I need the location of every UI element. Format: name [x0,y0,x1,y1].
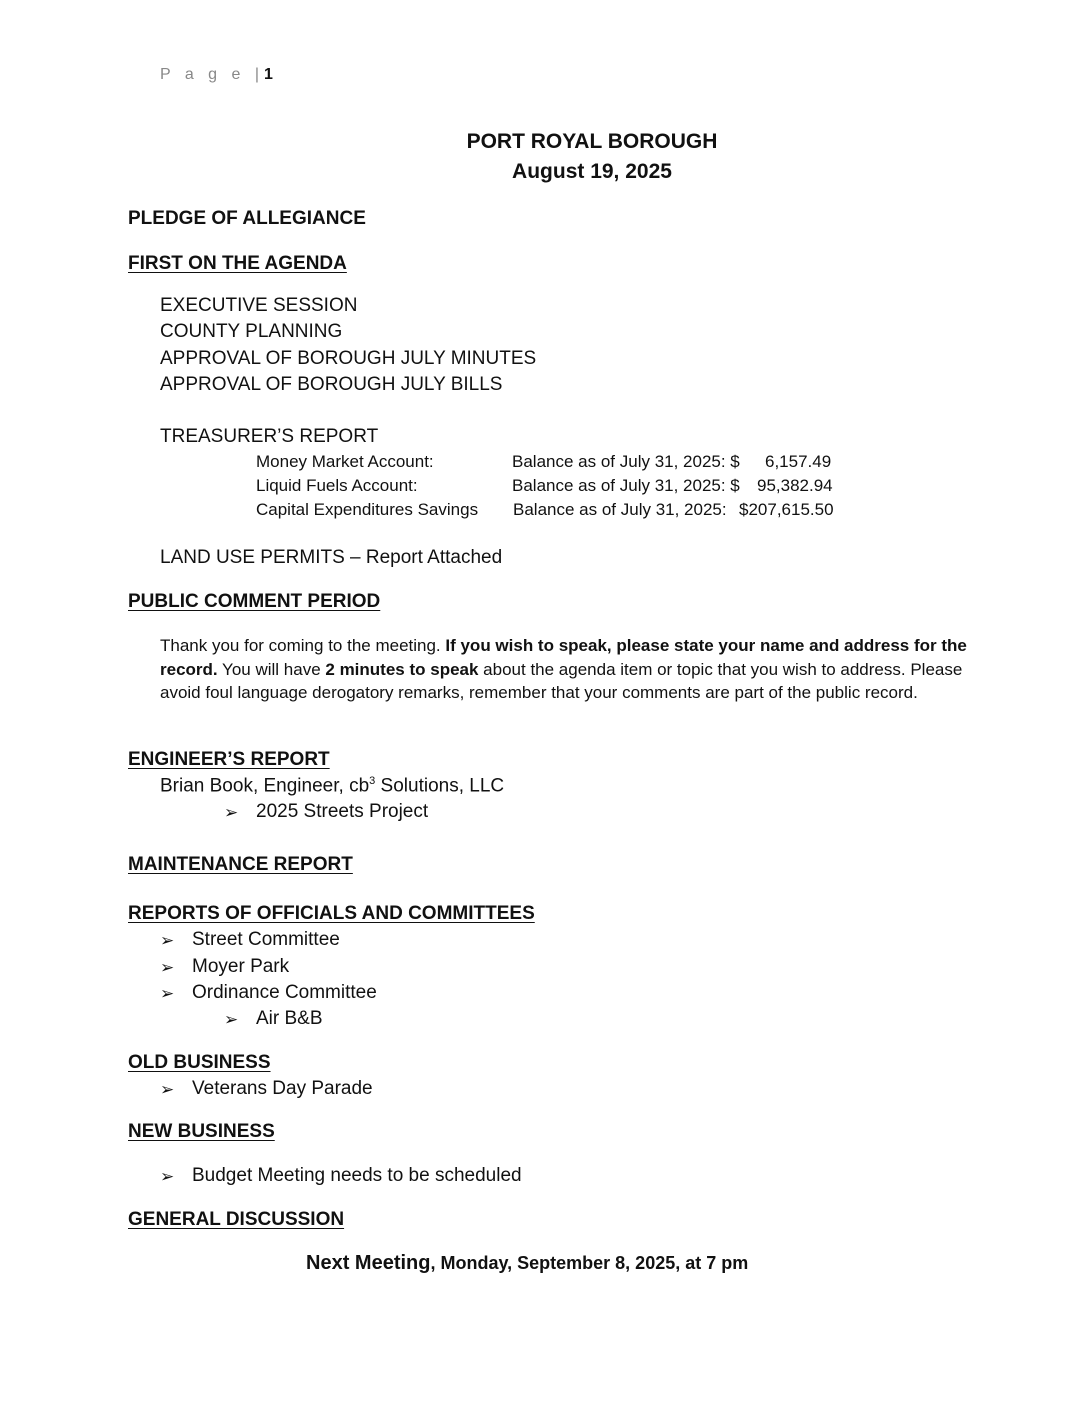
treasurer-title: TREASURER’S REPORT [160,426,379,447]
list-item: Ordinance Committee [192,982,377,1003]
next-meeting-details: , Monday, September 8, 2025, at 7 pm [430,1253,749,1273]
meeting-date: August 19, 2025 [512,160,672,183]
land-use-permits: LAND USE PERMITS – Report Attached [160,547,503,568]
section-first-on-agenda: FIRST ON THE AGENDA [128,253,347,274]
engineer-superscript: 3 [369,775,376,787]
account-name: Money Market Account: [256,452,434,471]
balance-label: Balance as of July 31, 2025: $ [512,452,740,471]
public-comment-text [160,634,970,705]
agenda-item: APPROVAL OF BOROUGH JULY MINUTES [160,348,537,369]
page-number-value: 1 [264,66,273,83]
balance-amount: 6,157.49 [765,452,832,471]
arrow-bullet-icon: ➢ [224,803,239,822]
section-old-business: OLD BUSINESS [128,1052,271,1073]
page-label: P a g e | [160,66,265,83]
list-item: Budget Meeting needs to be scheduled [192,1165,522,1186]
account-name: Capital Expenditures Savings [256,500,479,519]
list-item: 2025 Streets Project [256,801,429,822]
org-title: PORT ROYAL BOROUGH [466,130,718,153]
list-item: Veterans Day Parade [192,1078,373,1099]
agenda-item: APPROVAL OF BOROUGH JULY BILLS [160,374,503,395]
balance-label: Balance as of July 31, 2025: $ [512,476,740,495]
section-pledge: PLEDGE OF ALLEGIANCE [128,208,366,229]
section-new-business: NEW BUSINESS [128,1121,275,1142]
page-number [160,66,273,84]
engineer-name-suffix: Solutions, LLC [375,775,505,797]
next-meeting-lead: Next Meeting [306,1252,431,1274]
balance-label: Balance as of July 31, 2025: [513,500,727,519]
account-name: Liquid Fuels Account: [256,476,418,495]
list-item: Street Committee [192,929,340,950]
arrow-bullet-icon: ➢ [224,1010,239,1029]
engineer-name [160,775,504,797]
section-officials-reports: REPORTS OF OFFICIALS AND COMMITTEES [128,903,535,924]
comment-text-1: Thank you for coming to the meeting. [160,636,446,655]
section-maintenance-report: MAINTENANCE REPORT [128,854,353,875]
section-engineers-report: ENGINEER’S REPORT [128,749,330,770]
arrow-bullet-icon: ➢ [160,931,175,950]
agenda-item: EXECUTIVE SESSION [160,295,358,316]
balance-amount: 95,382.94 [757,476,833,495]
list-item: Moyer Park [192,956,290,977]
arrow-bullet-icon: ➢ [160,1167,175,1186]
comment-text-2: You will have [217,659,326,679]
agenda-item: COUNTY PLANNING [160,321,343,342]
section-public-comment: PUBLIC COMMENT PERIOD [128,591,381,612]
arrow-bullet-icon: ➢ [160,984,175,1003]
next-meeting [306,1252,748,1275]
comment-bold-2: 2 minutes to speak [325,659,479,679]
balance-amount: $207,615.50 [739,500,834,519]
section-general-discussion: GENERAL DISCUSSION [128,1209,345,1230]
list-item: Air B&B [256,1008,323,1029]
arrow-bullet-icon: ➢ [160,1080,175,1099]
comment-bold-1: If you wish to speak, please state your name and address for the record. [160,636,967,679]
comment-text-3: about the agenda item or topic that you wish to address. Please avoid foul language derogatory remarks, remember that your comments are part of the public record. [160,659,963,702]
arrow-bullet-icon: ➢ [160,958,175,977]
engineer-name-prefix: Brian Book, Engineer, cb [160,775,370,797]
